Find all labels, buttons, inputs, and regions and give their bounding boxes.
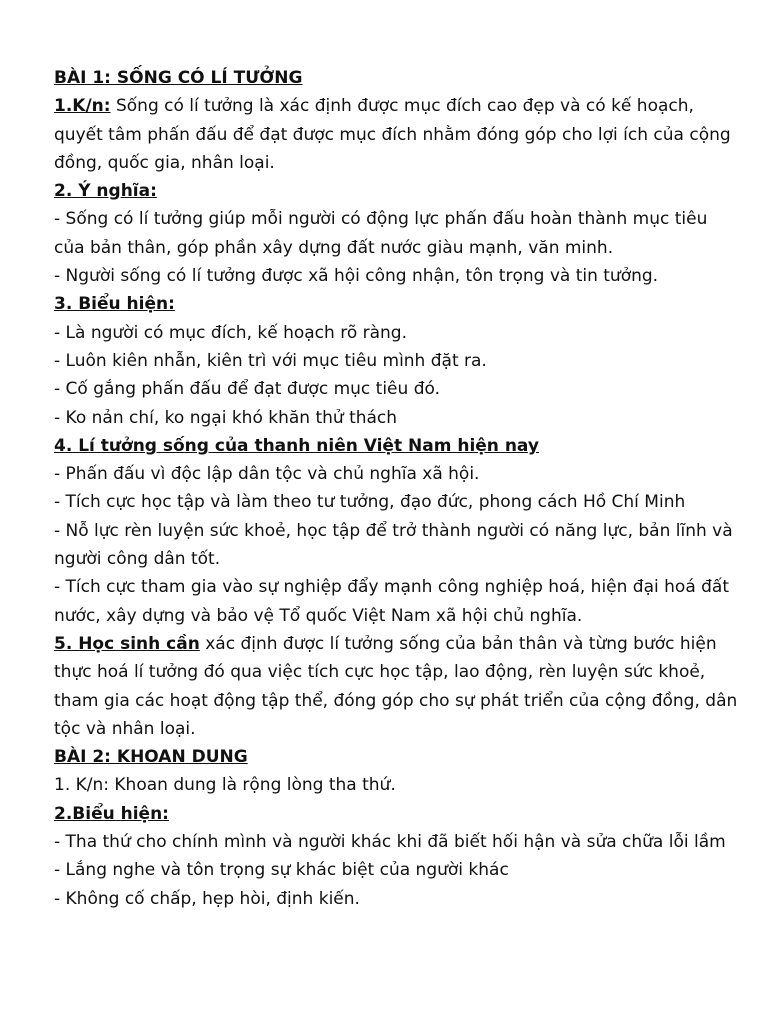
document-page: [54, 64, 744, 913]
lesson1-student-text: xác định được lí tưởng sống của bản thân và từng bước hiện: [199, 633, 717, 654]
lesson1-youth-item3-line1: - Nỗ lực rèn luyện sức khoẻ, học tập để trở thành người có năng lực, bản lĩnh và: [54, 520, 733, 541]
lesson1-meaning-heading: 2. Ý nghĩa:: [54, 181, 157, 202]
lesson1-definition-line3: đồng, quốc gia, nhân loại.: [54, 152, 275, 173]
lesson1-expression-item4: - Ko nản chí, ko ngại khó khăn thử thách: [54, 407, 398, 428]
lesson1-student-line2: thực hoá lí tưởng đó qua việc tích cực học tập, lao động, rèn luyện sức khoẻ,: [54, 662, 706, 683]
lesson1-meaning-line3: - Người sống có lí tưởng được xã hội công nhận, tôn trọng và tin tưởng.: [54, 266, 659, 287]
lesson2-definition: 1. K/n: Khoan dung là rộng lòng tha thứ.: [54, 775, 396, 796]
lesson1-student-line1: [54, 630, 744, 658]
lesson2-expression-item3: - Không cố chấp, hẹp hòi, định kiến.: [54, 888, 360, 909]
lesson1-expression-item3: - Cố gắng phấn đấu để đạt được mục tiêu đó.: [54, 379, 440, 400]
lesson1-student-line3: tham gia các hoạt động tập thể, đóng góp cho sự phát triển của cộng đồng, dân: [54, 690, 738, 711]
lesson1-youth-item4-line1: - Tích cực tham gia vào sự nghiệp đẩy mạnh công nghiệp hoá, hiện đại hoá đất: [54, 577, 730, 598]
lesson1-expression-heading: 3. Biểu hiện:: [54, 294, 175, 315]
lesson1-expression-item2: - Luôn kiên nhẫn, kiên trì với mục tiêu mình đặt ra.: [54, 350, 487, 371]
lesson1-meaning-line1: - Sống có lí tưởng giúp mỗi người có động lực phấn đấu hoàn thành mục tiêu: [54, 209, 708, 230]
lesson2-expression-item1: - Tha thứ cho chính mình và người khác khi đã biết hối hận và sửa chữa lỗi lầm: [54, 832, 726, 853]
lesson1-student-label: 5. Học sinh cần: [54, 633, 200, 654]
lesson2-expression-item2: - Lắng nghe và tôn trọng sự khác biệt của người khác: [54, 860, 509, 881]
lesson2-title: BÀI 2: KHOAN DUNG: [54, 747, 248, 768]
lesson1-meaning-line2: của bản thân, góp phần xây dựng đất nước giàu mạnh, văn minh.: [54, 237, 614, 258]
lesson1-definition-line2: quyết tâm phấn đấu để đạt được mục đích nhằm đóng góp cho lợi ích của cộng: [54, 124, 731, 145]
lesson1-youth-item1: - Phấn đấu vì độc lập dân tộc và chủ nghĩa xã hội.: [54, 464, 480, 485]
lesson1-definition-text: Sống có lí tưởng là xác định được mục đích cao đẹp và có kế hoạch,: [110, 96, 694, 117]
lesson1-student-line4: tộc và nhân loại.: [54, 718, 196, 739]
lesson1-title: BÀI 1: SỐNG CÓ LÍ TƯỞNG: [54, 68, 303, 88]
lesson1-expression-item1: - Là người có mục đích, kế hoạch rõ ràng.: [54, 322, 407, 343]
lesson1-definition-label: 1.K/n:: [54, 96, 111, 117]
lesson1-youth-item3-line2: người công dân tốt.: [54, 549, 221, 570]
lesson2-expression-heading: 2.Biểu hiện:: [54, 803, 169, 824]
lesson1-youth-item2: - Tích cực học tập và làm theo tư tưởng, đạo đức, phong cách Hồ Chí Minh: [54, 492, 686, 513]
lesson1-youth-ideal-heading: 4. Lí tưởng sống của thanh niên Việt Nam hiện nay: [54, 435, 539, 456]
lesson1-definition-line1: [54, 92, 744, 120]
lesson1-youth-item4-line2: nước, xây dựng và bảo vệ Tổ quốc Việt Nam xã hội chủ nghĩa.: [54, 605, 583, 626]
